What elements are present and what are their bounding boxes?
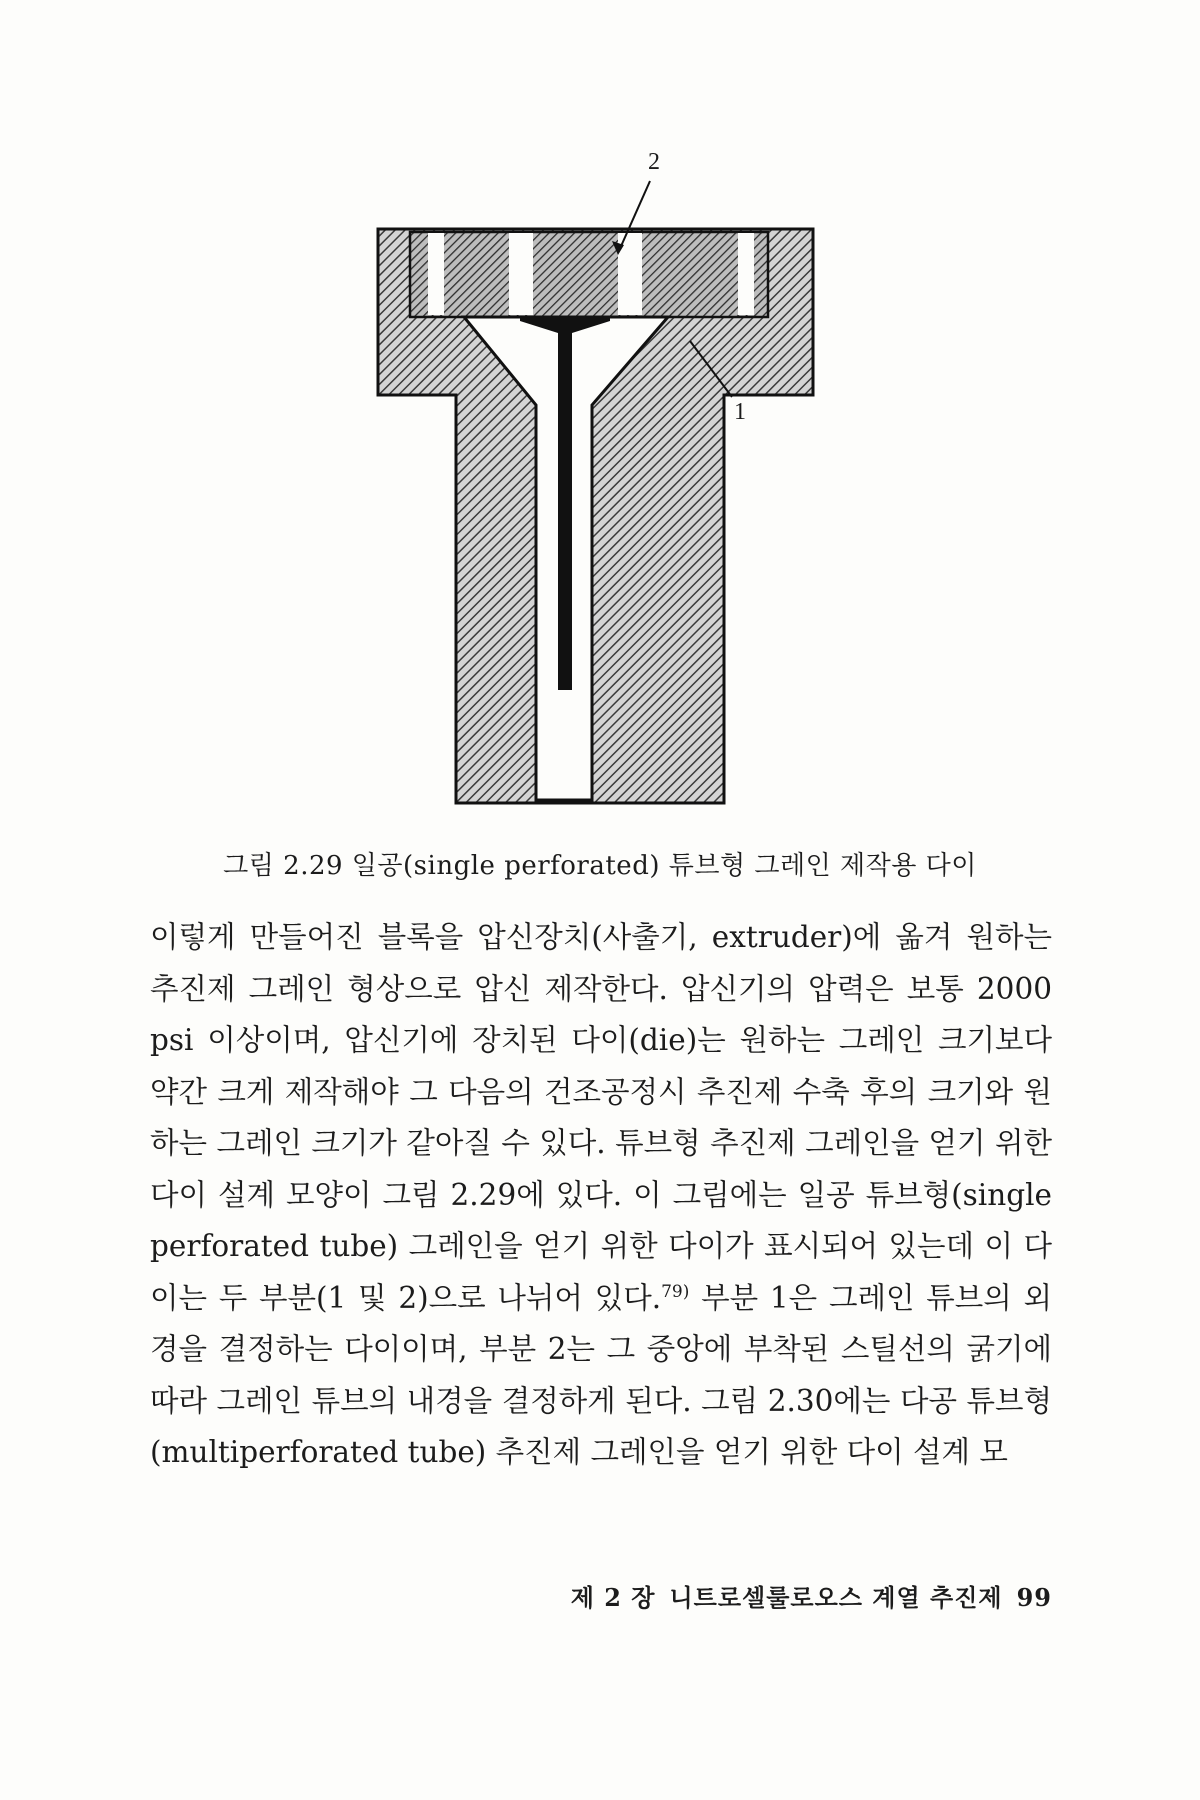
body-paragraph [150, 912, 1052, 1479]
footer-chapter: 제 2 장 [570, 1583, 656, 1612]
die-cross-section-diagram [360, 149, 830, 815]
part-label-2: 2 [648, 149, 660, 175]
die-part-2-insert [410, 232, 768, 317]
paragraph-text-continued: 부분 1은 그레인 튜브의 외경을 결정하는 다이이며, 부분 2는 그 중앙에 부착된 스틸선의 굵기에 따라 그레인 튜브의 내경을 결정하게 된다. 그림 2.30에는 다공 튜브형(multiperforated tube) 추진제 그레인을 얻기 위한 다이 설계 모 [150, 1280, 1052, 1469]
figure-caption: 그림 2.29 일공(single perforated) 튜브형 그레인 제작용 다이 [223, 851, 977, 881]
insert-slot [428, 233, 444, 315]
page-footer [557, 1578, 1052, 1613]
page-number: 99 [1016, 1583, 1052, 1612]
footer-chapter-title: 니트로셀룰로오스 계열 추진제 [669, 1583, 1003, 1612]
insert-slot [509, 233, 533, 315]
insert-slot [738, 233, 754, 315]
die-diagram-figure [360, 149, 830, 815]
paragraph-text: 이렇게 만들어진 블록을 압신장치(사출기, extruder)에 옮겨 원하는 추진제 그레인 형상으로 압신 제작한다. 압신기의 압력은 보통 2000 psi 이상이며, 압신기에 장치된 다이(die)는 원하는 그레인 크기보다 약간 크게 제작해야 그 다음의 건조공정시 추진제 수축 후의 크기와 원하는 그레인 크기가 같아질 수 있다. 튜브형 추진제 그레인을 얻기 위한 다이 설계 모양이 그림 2.29에 있다. 이 그림에는 일공 튜브형(single perforated tube) 그레인을 얻기 위한 다이가 표시되어 있는데 이 다이는 두 부분(1 및 2)으로 나뉘어 있다. [150, 920, 1052, 1315]
part-label-1: 1 [734, 399, 746, 425]
citation-superscript: 79) [661, 1281, 690, 1302]
